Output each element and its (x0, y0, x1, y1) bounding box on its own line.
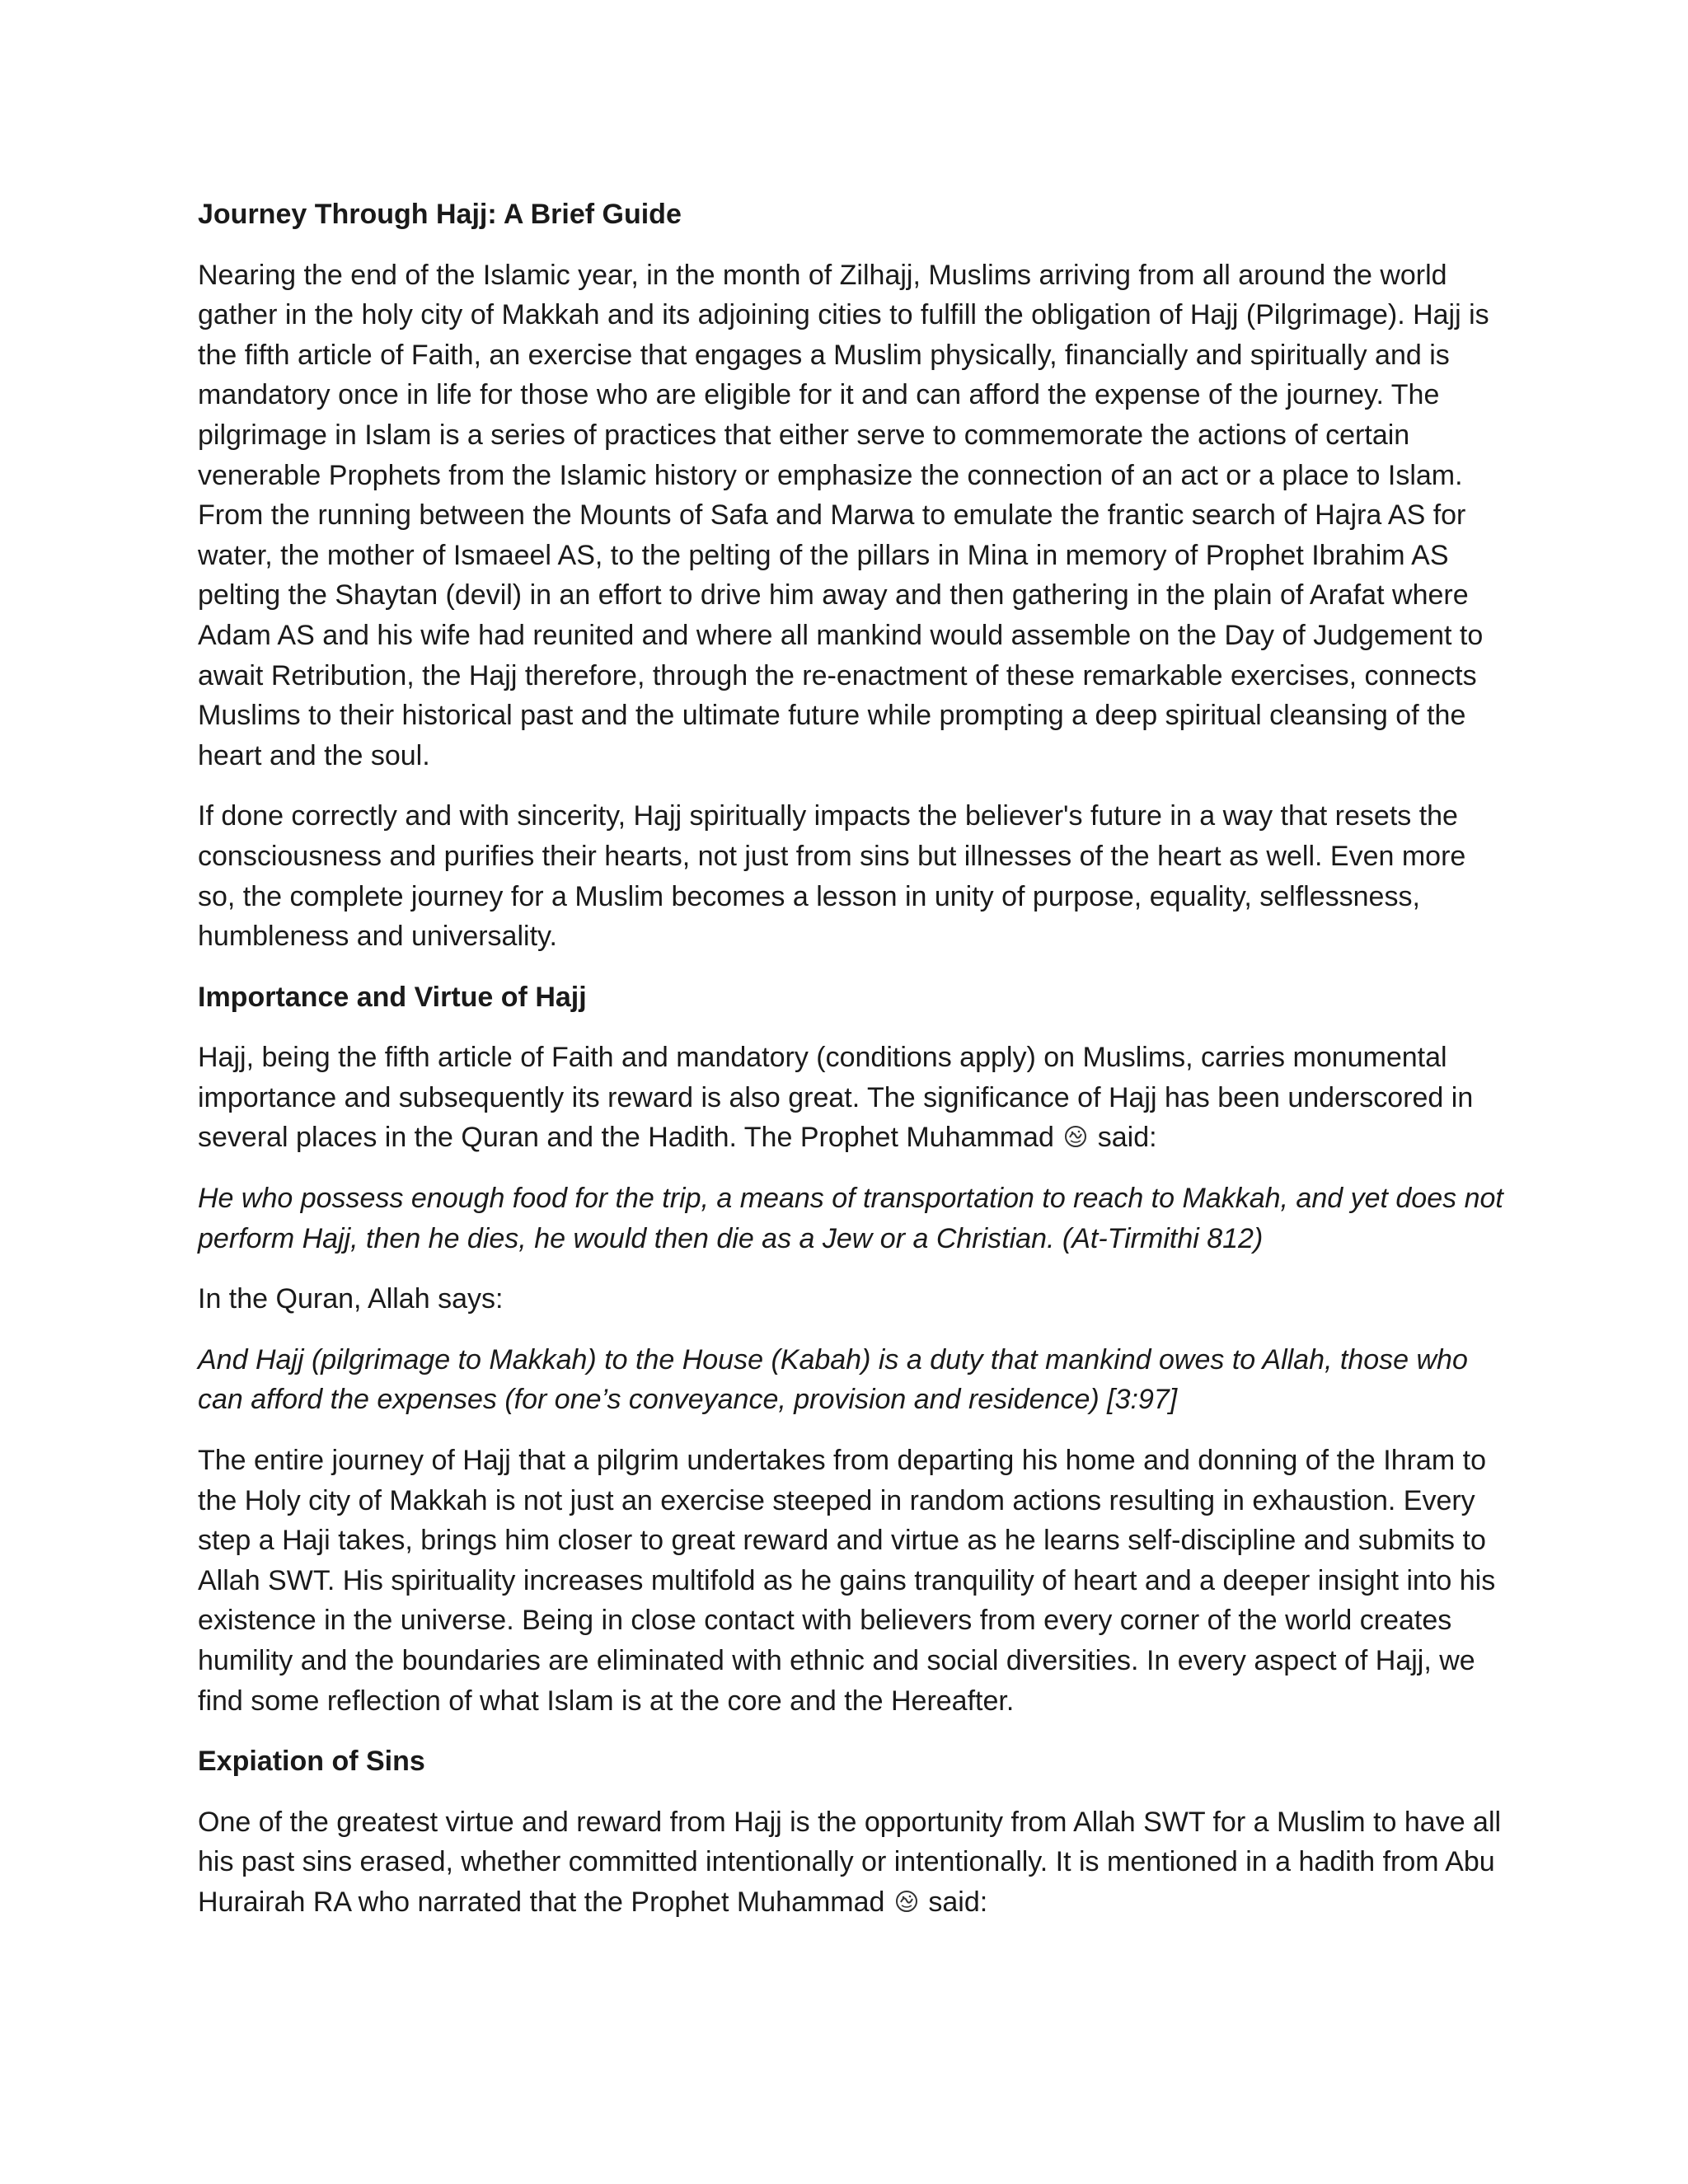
honorific-icon (1063, 1124, 1088, 1149)
importance-paragraph-1 (198, 1038, 1504, 1158)
quran-intro: In the Quran, Allah says: (198, 1283, 504, 1315)
expiation-paragraph-1 (198, 1802, 1504, 1923)
quran-quote: And Hajj (pilgrimage to Makkah) to the House (Kabah) is a duty that mankind owes to Allah, those who can afford the expenses (for one’s conveyance, provision and residence) [3:97] (198, 1343, 1468, 1416)
importance-paragraph-1-end: said: (1097, 1122, 1157, 1154)
document-title: Journey Through Hajj: A Brief Guide (198, 199, 682, 230)
expiation-paragraph-1-end: said: (928, 1886, 988, 1918)
expiation-heading: Expiation of Sins (198, 1746, 425, 1778)
importance-paragraph-1-text: Hajj, being the fifth article of Faith and mandatory (conditions apply) on Muslims, carries monumental importance and subsequently its reward is also great. The significance of Hajj has been underscored in several places in the Quran and the Hadith. The Prophet Muhammad (198, 1042, 1474, 1154)
hadith-quote: He who possess enough food for the trip, a means of transportation to reach to Makkah, and yet does not perform Hajj, then he dies, he would then die as a Jew or a Christian. (At-Tirmithi 812) (198, 1183, 1503, 1254)
honorific-icon (894, 1889, 919, 1914)
importance-heading: Importance and Virtue of Hajj (198, 981, 587, 1013)
intro-paragraph-1: Nearing the end of the Islamic year, in the month of Zilhajj, Muslims arriving from all around the world gather in the holy city of Makkah and its adjoining cities to fulfill the obligation of Hajj (Pilgrimage). Hajj is the fifth article of Faith, an exercise that engages a Muslim physically, financially and spiritually and is mandatory once in life for those who are eligible for it and can afford the expense of the journey. The pilgrimage in Islam is a series of practices that either serve to commemorate the actions of certain venerable Prophets from the Islamic history or emphasize the connection of an act or a place to Islam. From the running between the Mounts of Safa and Marwa to emulate the frantic search of Hajra AS for water, the mother of Ismaeel AS, to the pelting of the pillars in Mina in memory of Prophet Ibrahim AS pelting the Shaytan (devil) in an effort to drive him away and then gathering in the plain of Arafat where Adam AS and his wife had reunited and where all mankind would assemble on the Day of Judgement to await Retribution, the Hajj therefore, through the re-enactment of these remarkable exercises, connects Muslims to their historical past and the ultimate future while prompting a deep spiritual cleansing of the heart and the soul. (198, 259, 1489, 771)
expiation-paragraph-1-text: One of the greatest virtue and reward from Hajj is the opportunity from Allah SWT for a Muslim to have all his past sins erased, whether committed intentionally or intentionally. It is mentioned in a hadith from Abu Hurairah RA who narrated that the Prophet Muhammad (198, 1806, 1502, 1918)
document-page (198, 194, 1504, 1943)
importance-paragraph-2: The entire journey of Hajj that a pilgrim undertakes from departing his home and donning of the Ihram to the Holy city of Makkah is not just an exercise steeped in random actions resulting in exhaustion. Every step a Haji takes, brings him closer to great reward and virtue as he learns self-discipline and submits to Allah SWT. His spirituality increases multifold as he gains tranquility of heart and a deeper insight into his existence in the universe. Being in close contact with believers from every corner of the world creates humility and the boundaries are eliminated with ethnic and social diversities. In every aspect of Hajj, we find some reflection of what Islam is at the core and the Hereafter. (198, 1445, 1496, 1717)
intro-paragraph-2: If done correctly and with sincerity, Hajj spiritually impacts the believer's future in a way that resets the consciousness and purifies their hearts, not just from sins but illnesses of the heart as well. Even more so, the complete journey for a Muslim becomes a lesson in unity of purpose, equality, selflessness, humbleness and universality. (198, 800, 1466, 953)
